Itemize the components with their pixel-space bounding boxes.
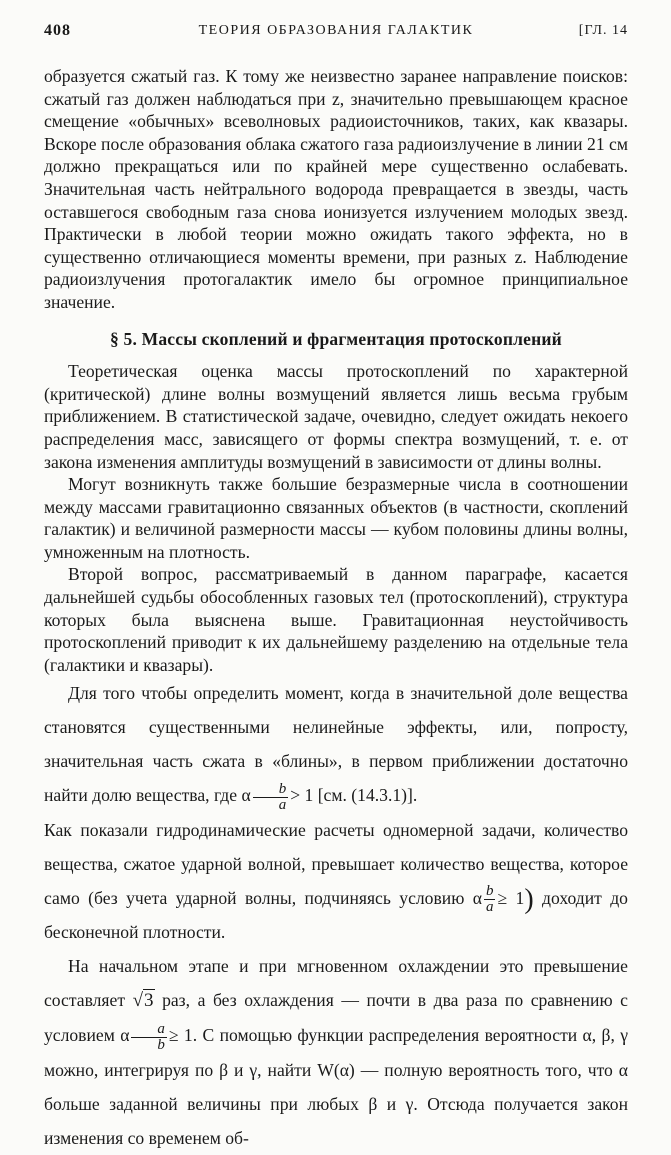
- paragraph-text: Для того чтобы определить момент, когда в значительной доле вещества становятся существенными нелинейные эффекты, или, попросту, значительная часть сжата в «блины», в первом приближении достаточно найти долю вещества, где α: [44, 683, 628, 806]
- page-number: 408: [44, 22, 71, 39]
- body-text: [44, 65, 628, 1155]
- page-header: [44, 22, 628, 48]
- paragraph-text: На начальном этапе и при мгновенном охлаждении это превышение составляет: [44, 956, 628, 1011]
- paragraph-with-formula: [44, 813, 628, 949]
- paragraph-text: Как показали гидродинамические расчеты одномерной задачи, количество вещества, сжатое ударной волной, превышает количество вещества, которое само (без учета ударной волны, подчиняясь условию α: [44, 819, 628, 908]
- fraction-b-over-a: $\frac{b}{a}$: [485, 883, 494, 916]
- paragraph-with-formula: [44, 949, 628, 1154]
- fraction-a-over-b: $\frac{a}{b}$: [131, 1022, 167, 1053]
- paragraph: Могут возникнуть также большие безразмерные числа в соотношении между массами гравитационно связанных объектов (в частности, скоплений галактик) и величиной размерности массы — кубом половины длины волны, умноженным на плотность.: [44, 474, 628, 562]
- book-page: [44, 22, 628, 1155]
- paragraph-text: > 1 [см. (14.3.1)].: [290, 785, 418, 806]
- chapter-marker: [ГЛ. 14: [578, 23, 628, 38]
- inequality: ≥ 1: [497, 887, 525, 908]
- paragraph: Второй вопрос, рассматриваемый в данном параграфе, касается дальнейшей судьбы обособленных газовых тел (протоскоплений), структура которых была выяснена выше. Гравитационная неустойчивость протоскоплений приводит к их дальнейшему разделению на отдельные тела (галактики и квазары).: [44, 564, 628, 675]
- paragraph-with-formula: [44, 676, 628, 812]
- paragraph: образуется сжатый газ. К тому же неизвестно заранее направление поисков: сжатый газ должен наблюдаться при z, значительно превышающем красное смещение «обычных» всеволновых радиоисточников, таких, как квазары. Вскоре после образования облака сжатого газа радиоизлучение в линии 21 см должно прекращаться или по крайней мере существенно ослабевать. Значительная часть нейтрального водорода превращается в звезды, часть оставшегося свободным газа снова ионизуется излучением молодых звезд. Практически в любой теории можно ожидать такого эффекта, но в существенно отличающиеся моменты времени, при разных z. Наблюдение радиоизлучения протогалактик имело бы огромное принципиальное значение.: [44, 66, 628, 312]
- section-heading: § 5. Массы скоплений и фрагментация протоскоплений: [110, 328, 562, 349]
- fraction-b-over-a: $\frac{b}{a}$: [253, 782, 289, 813]
- square-root-3: √3: [132, 990, 154, 1012]
- running-title: ТЕОРИЯ ОБРАЗОВАНИЯ ГАЛАКТИК: [198, 23, 474, 38]
- closing-paren: ): [524, 883, 534, 915]
- paragraph-text: ≥ 1. С помощью функции распределения вероятности α, β, γ можно, интегрируя по β и γ, найти W(α) — полную вероятность того, что α больше заданной величины при любых β и γ. Отсюда получается закон изменения со временем об-: [44, 1025, 628, 1148]
- paragraph-text: раз, а без охлаждения — почти в два раза по сравнению с условием α: [44, 990, 628, 1046]
- paragraph: Теоретическая оценка массы протоскоплений по характерной (критической) длине волны возмущений является лишь весьма грубым приближением. В статистической задаче, очевидно, следует ожидать некоего распределения масс, зависящего от формы спектра возмущений, т. е. от закона изменения амплитуды возмущений в зависимости от длины волны.: [44, 361, 628, 472]
- paragraph-text: доходит до бесконечной плотности.: [44, 887, 628, 943]
